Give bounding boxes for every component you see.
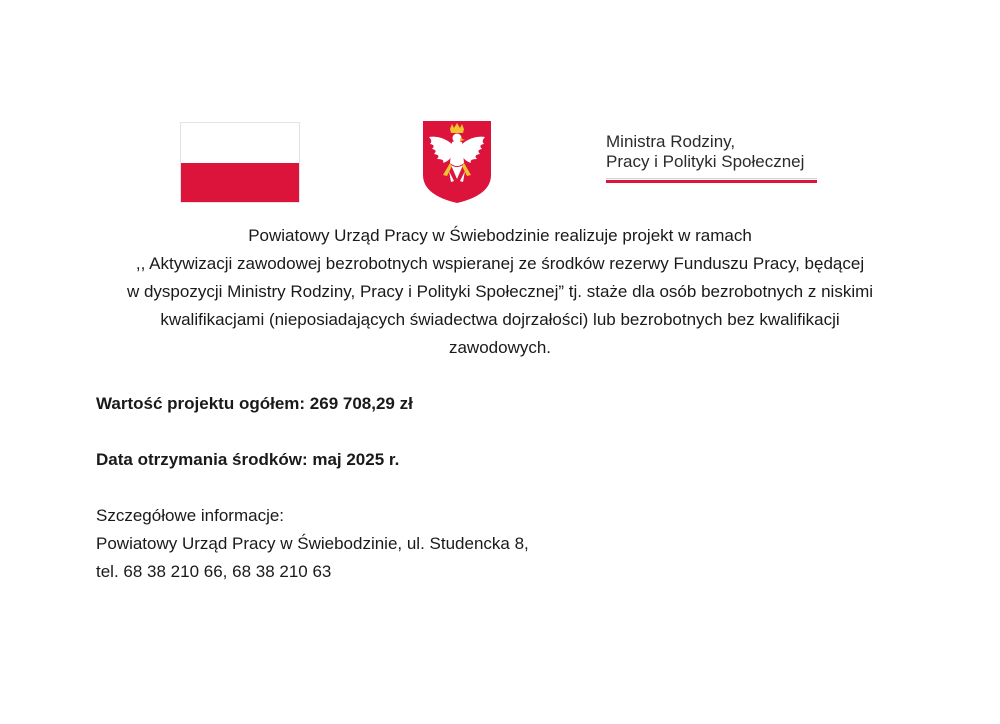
flag-red-stripe	[181, 163, 299, 203]
flag-white-stripe	[181, 123, 299, 163]
polish-flag-icon	[180, 122, 300, 203]
ministry-flag-bar	[606, 178, 817, 184]
intro-line-3: w dyspozycji Ministry Rodziny, Pracy i Polityki Społecznej” tj. staże dla osób bezrobotnych z niskimi	[126, 282, 874, 301]
office-phone: tel. 68 38 210 66, 68 38 210 63	[96, 562, 332, 581]
funds-date: Data otrzymania środków: maj 2025 r.	[96, 450, 400, 469]
project-intro	[80, 222, 920, 362]
intro-line-5: zawodowych.	[448, 338, 552, 357]
project-facts	[96, 390, 916, 586]
ministry-name-line-1: Ministra Rodziny,	[606, 132, 736, 151]
project-value: Wartość projektu ogółem: 269 708,29 zł	[96, 394, 413, 413]
details-heading: Szczegółowe informacje:	[96, 506, 285, 525]
intro-line-2: ,, Aktywizacji zawodowej bezrobotnych wspieranej ze środków rezerwy Funduszu Pracy, będącej	[135, 254, 865, 273]
ministry-name-line-2: Pracy i Polityki Społecznej	[606, 152, 805, 171]
ministry-logo	[606, 132, 821, 184]
logo-row	[0, 0, 1000, 210]
office-address: Powiatowy Urząd Pracy w Świebodzinie, ul. Studencka 8,	[96, 534, 529, 553]
intro-line-4: kwalifikacjami (nieposiadających świadectwa dojrzałości) lub bezrobotnych bez kwalifikacji	[160, 310, 840, 329]
intro-line-1: Powiatowy Urząd Pracy w Świebodzinie realizuje projekt w ramach	[248, 226, 752, 245]
polish-eagle-emblem-icon	[421, 119, 493, 205]
